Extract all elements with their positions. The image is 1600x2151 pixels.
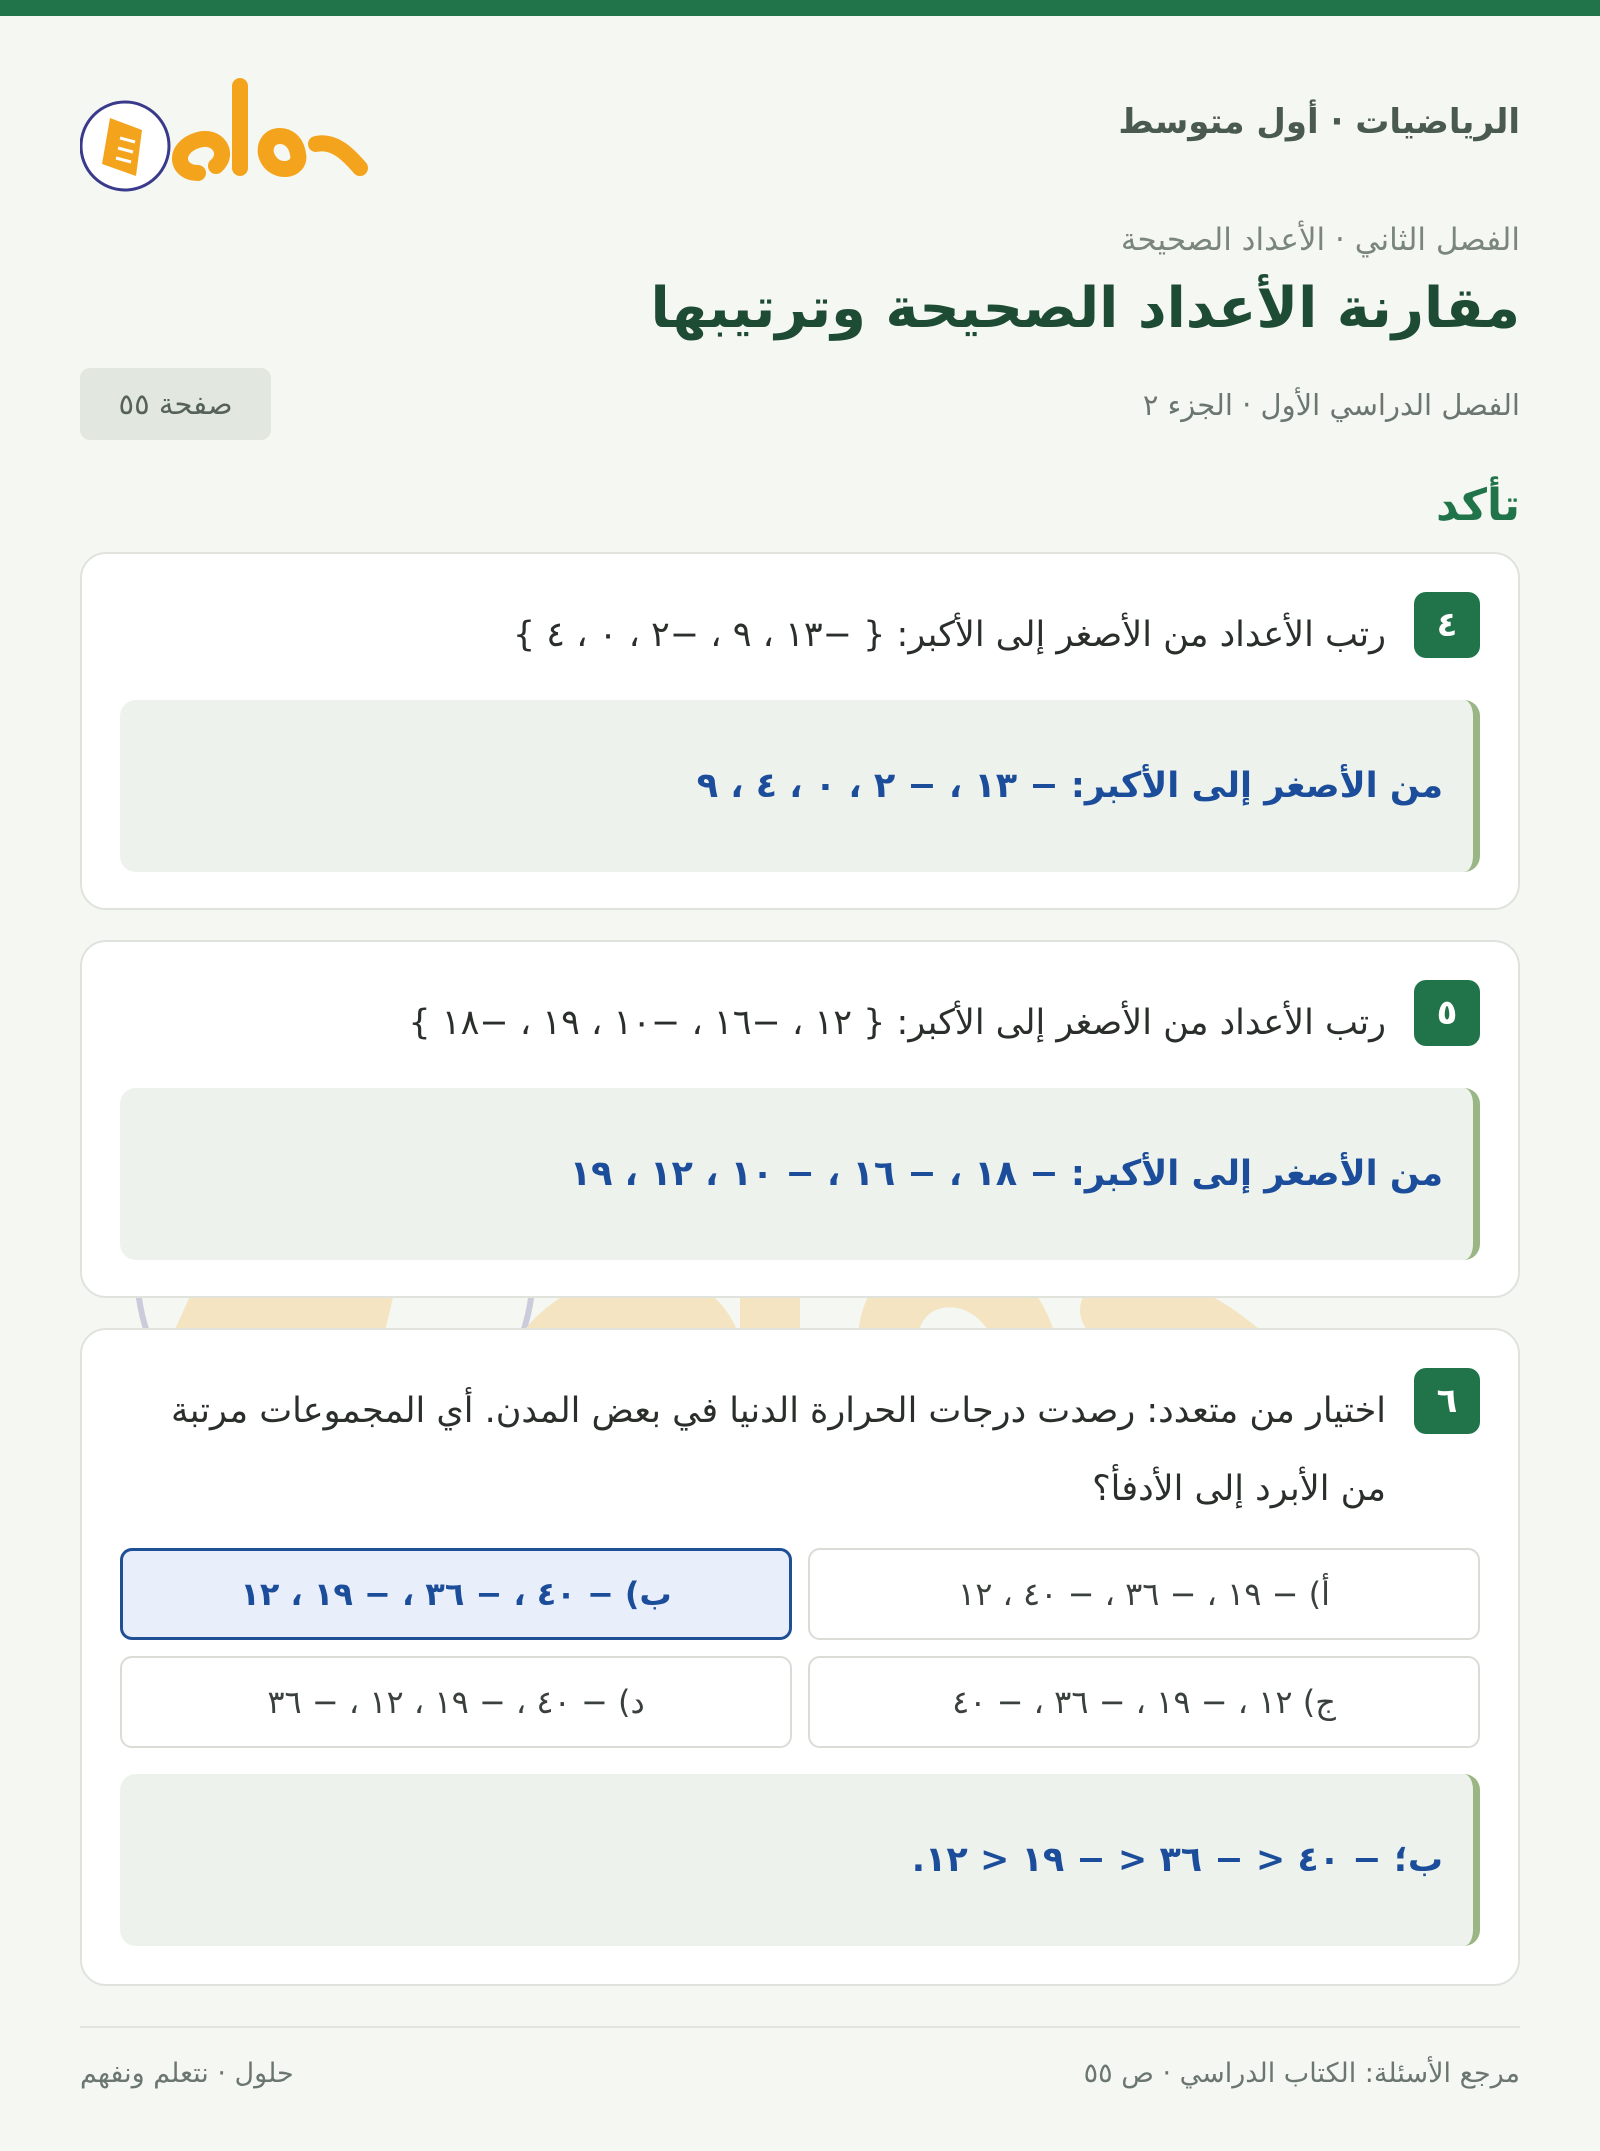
answer-text: ب؛ − ٤٠ < − ٣٦ < − ١٩ < ١٢.	[911, 1840, 1443, 1880]
subject-label: الرياضيات · أول متوسط	[1118, 102, 1520, 142]
answer-text: من الأصغر إلى الأكبر: − ١٣ ، − ٢ ، ٠ ، ٤ ، ٩	[696, 766, 1443, 806]
hulul-logo-icon	[80, 68, 370, 198]
footer-brand: حلول · نتعلم ونفهم	[80, 2058, 294, 2089]
question-card-4	[80, 552, 1520, 910]
option-a[interactable]	[808, 1548, 1480, 1640]
answer-box	[120, 1088, 1480, 1260]
option-label: أ) − ١٩ ، − ٣٦ ، − ٤٠ ، ١٢	[958, 1575, 1331, 1613]
lesson-meta	[80, 368, 1520, 440]
semester-label: الفصل الدراسي الأول · الجزء ٢	[1142, 388, 1520, 422]
page-content	[80, 16, 1520, 1986]
top-accent-bar	[0, 0, 1600, 16]
question-text: رتب الأعداد من الأصغر إلى الأكبر: { ١٢ ، −١٦ ، −١٠ ، ١٩ ، −١٨ }	[408, 1003, 1386, 1043]
page-header	[80, 16, 1520, 196]
question-number-badge: ٤	[1414, 592, 1480, 658]
chapter-label: الفصل الثاني · الأعداد الصحيحة	[1120, 222, 1520, 258]
option-label: د) − ٤٠ ، − ١٩ ، ١٢ ، − ٣٦	[267, 1683, 645, 1721]
option-d[interactable]	[120, 1656, 792, 1748]
answer-box	[120, 1774, 1480, 1946]
question-card-6	[80, 1328, 1520, 1986]
option-label: ج) ١٢ ، − ١٩ ، − ٣٦ ، − ٤٠	[952, 1683, 1336, 1721]
question-card-5	[80, 940, 1520, 1298]
option-label: ب) − ٤٠ ، − ٣٦ ، − ١٩ ، ١٢	[240, 1575, 672, 1613]
question-text: اختيار من متعدد: رصدت درجات الحرارة الدنيا في بعض المدن. أي المجموعات مرتبة من الأبرد إلى الأدفأ؟	[170, 1391, 1386, 1509]
question-text: رتب الأعداد من الأصغر إلى الأكبر: { −١٣ ، ٩ ، −٢ ، ٠ ، ٤ }	[512, 615, 1386, 655]
section-title: تأكد	[1435, 480, 1520, 531]
page-title: مقارنة الأعداد الصحيحة وترتيبها	[650, 276, 1520, 341]
answer-text: من الأصغر إلى الأكبر: − ١٨ ، − ١٦ ، − ١٠ ، ١٢ ، ١٩	[569, 1154, 1443, 1194]
footer-reference: مرجع الأسئلة: الكتاب الدراسي · ص ٥٥	[1083, 2058, 1520, 2089]
question-number-badge: ٥	[1414, 980, 1480, 1046]
page-number-badge: صفحة ٥٥	[80, 368, 271, 440]
question-number-badge: ٦	[1414, 1368, 1480, 1434]
option-b-selected[interactable]	[120, 1548, 792, 1640]
option-c[interactable]	[808, 1656, 1480, 1748]
answer-box	[120, 700, 1480, 872]
page-footer	[80, 2026, 1520, 2102]
